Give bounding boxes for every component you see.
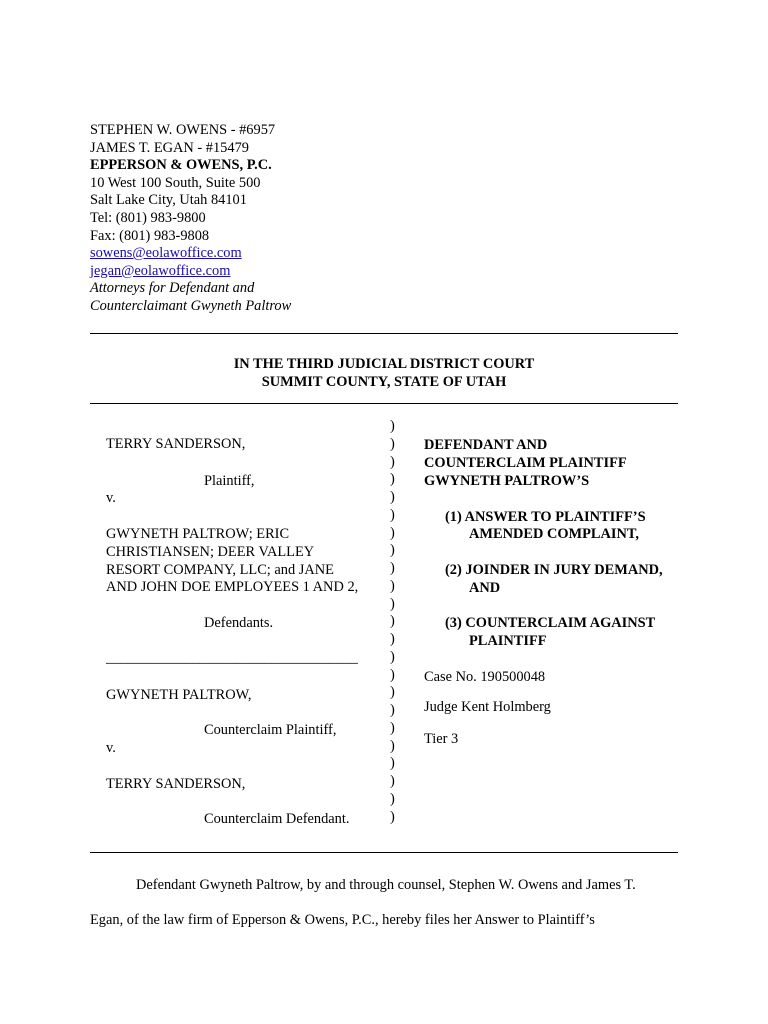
firm-name: EPPERSON & OWENS, P.C. <box>90 157 272 174</box>
caption-defendants-line-2: CHRISTIANSEN; DEER VALLEY <box>106 544 315 560</box>
paren: ) <box>390 737 395 754</box>
paren: ) <box>390 577 395 594</box>
caption-defendants-line-1: GWYNETH PALTROW; ERIC <box>106 526 290 542</box>
paren: ) <box>390 773 395 789</box>
email-link-egan[interactable]: jegan@eolawoffice.com <box>90 262 231 279</box>
caption-counter-defendant-role: Counterclaim Defendant. <box>204 811 350 827</box>
attorney-name-egan: JAMES T. EGAN - #15479 <box>90 139 249 156</box>
paren: ) <box>390 666 395 683</box>
paren: ) <box>390 702 395 718</box>
paren: ) <box>390 524 395 541</box>
email-link-owens[interactable]: sowens@eolawoffice.com <box>90 245 242 262</box>
attorney-role-line-2: Counterclaimant Gwyneth Paltrow <box>90 297 292 314</box>
paren: ) <box>390 489 395 505</box>
attorney-header <box>90 122 291 316</box>
divider-rule-top <box>90 333 678 334</box>
caption-defendants-line-4: AND JOHN DOE EMPLOYEES 1 AND 2, <box>106 579 359 595</box>
body-line-2: Egan, of the law firm of Epperson & Owens, P.C., hereby files her Answer to Plaintiff’s <box>90 912 595 928</box>
paren: ) <box>390 506 395 523</box>
title-item-1b: AMENDED COMPLAINT, <box>469 526 640 542</box>
paren: ) <box>390 613 395 630</box>
address-line-1: 10 West 100 South, Suite 500 <box>90 174 261 191</box>
caption-parenthesis-column <box>390 418 395 826</box>
paren: ) <box>390 648 395 665</box>
attorney-name-owens: STEPHEN W. OWENS - #6957 <box>90 122 276 138</box>
attorney-role-line-1: Attorneys for Defendant and <box>90 280 255 297</box>
title-item-3a: (3) COUNTERCLAIM AGAINST <box>445 615 656 631</box>
caption-versus-2: v. <box>106 740 116 756</box>
title-item-1a: (1) ANSWER TO PLAINTIFF’S <box>445 509 646 525</box>
divider-rule-caption <box>90 852 678 853</box>
court-heading <box>90 356 678 391</box>
paren: ) <box>390 719 395 736</box>
case-tier: Tier 3 <box>424 731 459 747</box>
paren: ) <box>390 595 395 612</box>
court-county: SUMMIT COUNTY, STATE OF UTAH <box>261 373 507 390</box>
paren: ) <box>390 790 395 807</box>
paren: ) <box>390 808 395 825</box>
title-item-3b: PLAINTIFF <box>469 633 547 649</box>
caption-separator: ___________________________________ <box>106 650 358 666</box>
title-line-3: GWYNETH PALTROW’S <box>424 473 590 489</box>
address-line-2: Salt Lake City, Utah 84101 <box>90 192 247 209</box>
caption-versus-1: v. <box>106 490 116 506</box>
paren: ) <box>390 560 395 576</box>
telephone: Tel: (801) 983-9800 <box>90 209 206 226</box>
body-line-1: Defendant Gwyneth Paltrow, by and through counsel, Stephen W. Owens and James T. <box>136 877 636 893</box>
paren: ) <box>390 435 395 452</box>
title-item-2a: (2) JOINDER IN JURY DEMAND, <box>445 562 663 578</box>
divider-rule-court <box>90 403 678 404</box>
paren: ) <box>390 471 395 488</box>
caption-defendants-role: Defendants. <box>204 615 274 631</box>
caption-defendants-line-3: RESORT COMPANY, LLC; and JANE <box>106 562 334 578</box>
caption-plaintiff-role: Plaintiff, <box>204 473 255 489</box>
fax: Fax: (801) 983-9808 <box>90 227 210 244</box>
title-item-2b: AND <box>469 580 501 596</box>
court-name: IN THE THIRD JUDICIAL DISTRICT COURT <box>233 356 535 372</box>
judge-name: Judge Kent Holmberg <box>424 699 551 715</box>
paren: ) <box>390 755 395 772</box>
title-line-2: COUNTERCLAIM PLAINTIFF <box>424 455 627 471</box>
paren: ) <box>390 684 395 701</box>
caption-plaintiff: TERRY SANDERSON, <box>106 436 246 452</box>
caption-counter-plaintiff-role: Counterclaim Plaintiff, <box>204 722 337 738</box>
paren: ) <box>390 631 395 647</box>
paren: ) <box>390 542 395 559</box>
title-line-1: DEFENDANT AND <box>424 437 548 453</box>
caption-counter-plaintiff: GWYNETH PALTROW, <box>106 687 252 703</box>
case-number: Case No. 190500048 <box>424 669 546 685</box>
paren: ) <box>390 453 395 470</box>
caption-counter-defendant: TERRY SANDERSON, <box>106 776 246 792</box>
paren: ) <box>390 418 395 434</box>
